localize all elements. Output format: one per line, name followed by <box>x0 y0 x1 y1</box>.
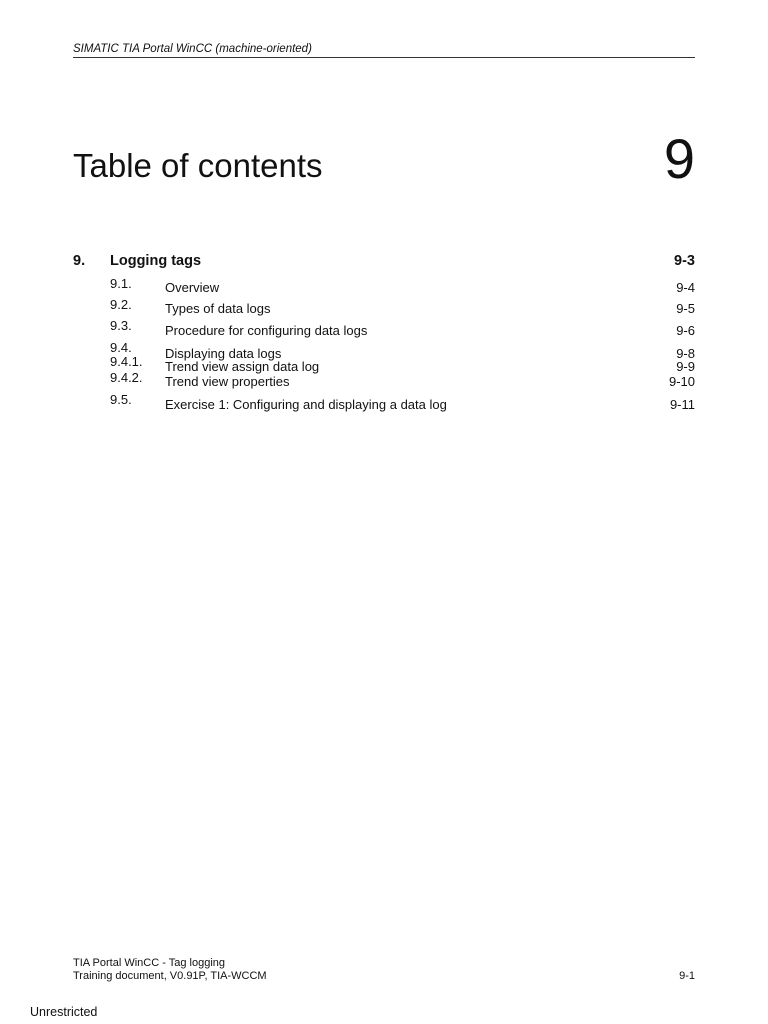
toc-number: 9.2. <box>110 297 132 312</box>
toc-number: 9.4.1. <box>110 354 143 369</box>
footer-document-title: TIA Portal WinCC - Tag logging <box>73 957 226 969</box>
toc-page: 9-5 <box>676 301 695 316</box>
toc-title: Overview <box>165 280 220 295</box>
toc-number: 9.1. <box>110 276 132 291</box>
running-header: SIMATIC TIA Portal WinCC (machine-oriented) <box>73 42 695 58</box>
toc-page: 9-4 <box>676 280 695 295</box>
chapter-number: 9 <box>663 127 695 190</box>
toc-title: Trend view assign data log <box>165 359 320 374</box>
toc-number: 9.4. <box>110 340 132 355</box>
toc-number: 9.3. <box>110 318 132 333</box>
toc-page: 9-3 <box>674 253 695 269</box>
toc-title: Exercise 1: Configuring and displaying a data log <box>165 397 447 412</box>
toc-title: Trend view properties <box>165 374 290 389</box>
toc-page: 9-8 <box>676 346 695 361</box>
toc-title: Procedure for configuring data logs <box>165 323 368 338</box>
classification-label: Unrestricted <box>30 1005 98 1019</box>
toc-title: Types of data logs <box>165 301 271 316</box>
toc-title: Logging tags <box>110 253 202 269</box>
toc-page: 9-11 <box>669 397 695 412</box>
page-title: Table of contents <box>73 147 323 184</box>
toc-page: 9-10 <box>668 374 695 389</box>
toc-title: Displaying data logs <box>165 346 282 361</box>
toc-number: 9. <box>73 253 86 269</box>
toc-number: 9.5. <box>110 392 132 407</box>
footer-page-number: 9-1 <box>679 970 695 982</box>
toc-page: 9-9 <box>676 359 695 374</box>
toc-number: 9.4.2. <box>110 370 143 385</box>
toc-page: 9-6 <box>676 323 695 338</box>
footer-document-version: Training document, V0.91P, TIA-WCCM <box>73 970 267 982</box>
page-footer <box>73 957 695 983</box>
